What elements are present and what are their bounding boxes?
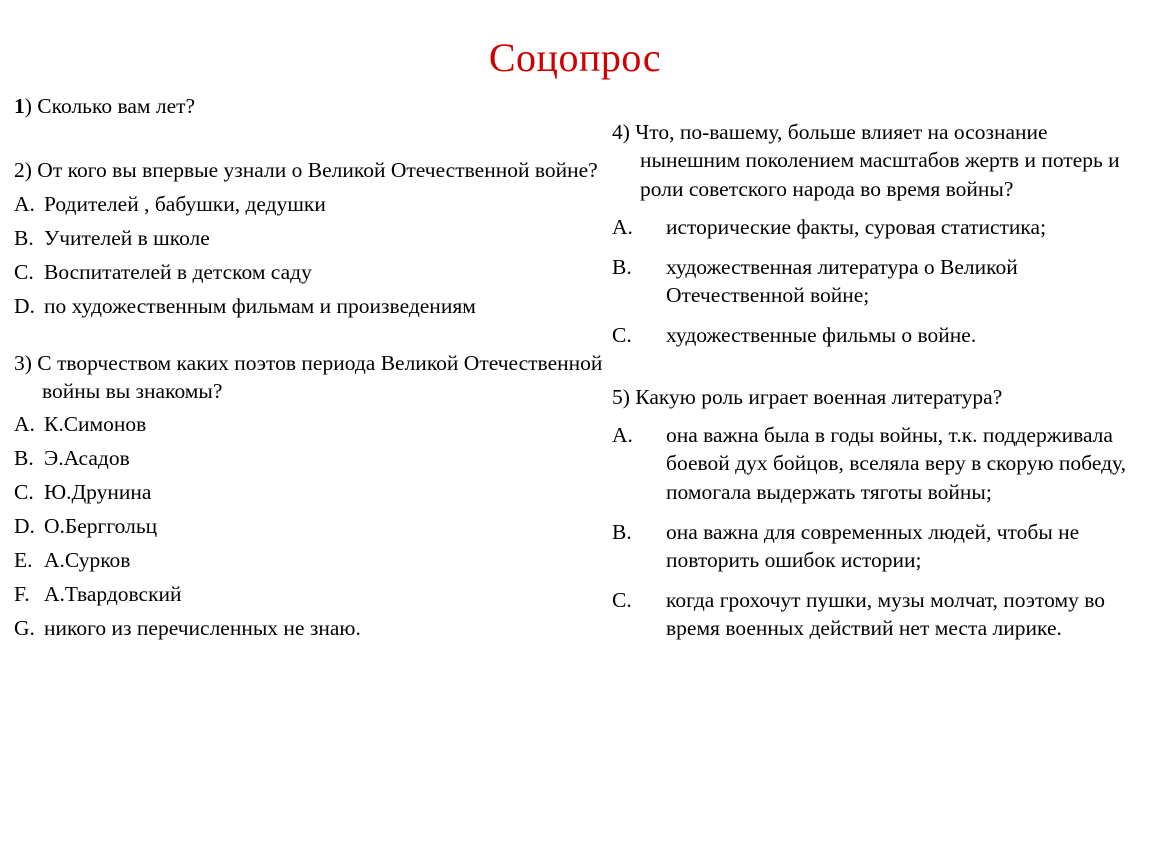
option-text: когда грохочут пушки, музы молчат, поэтому во время военных действий нет места лирике.	[666, 587, 1105, 641]
question-3-options	[14, 411, 604, 643]
list-item[interactable]	[14, 513, 604, 541]
question-5-text: Какую роль играет военная литература?	[635, 384, 1003, 409]
option-text: художественная литература о Великой Отечественной войне;	[666, 254, 1018, 308]
list-item[interactable]	[14, 547, 604, 575]
option-text: А.Твардовский	[44, 581, 182, 606]
list-item[interactable]	[14, 479, 604, 507]
question-2-text: От кого вы впервые узнали о Великой Отечественной войне?	[37, 158, 598, 183]
question-block-3	[14, 349, 604, 643]
question-4-suffix: )	[622, 120, 636, 144]
question-2	[14, 156, 604, 184]
spacer	[14, 327, 604, 349]
question-3-text: С творчеством каких поэтов периода Великой Отечественной войны вы знакомы?	[37, 350, 603, 403]
list-item[interactable]	[612, 421, 1140, 507]
option-marker: B.	[14, 225, 34, 250]
list-item[interactable]	[612, 253, 1140, 310]
question-4-number: 4	[612, 120, 623, 144]
question-block-5	[612, 383, 1140, 644]
option-text: никого из перечисленных не знаю.	[44, 615, 361, 640]
list-item[interactable]	[14, 581, 604, 609]
list-item[interactable]	[14, 445, 604, 473]
option-marker: F.	[14, 581, 30, 606]
option-marker: C.	[612, 587, 632, 612]
option-marker: C.	[14, 480, 34, 505]
question-4	[612, 118, 1140, 203]
question-4-options	[612, 213, 1140, 349]
spacer	[14, 126, 604, 156]
option-marker: E.	[14, 548, 33, 572]
list-item[interactable]	[612, 518, 1140, 575]
list-item[interactable]	[612, 321, 1140, 350]
question-3	[14, 349, 604, 406]
question-5	[612, 383, 1140, 411]
option-text: исторические факты, суровая статистика;	[666, 215, 1047, 240]
question-block-2	[14, 156, 604, 320]
option-text: по художественным фильмам и произведениям	[44, 293, 476, 318]
option-marker: G.	[14, 615, 35, 640]
question-2-options	[14, 191, 604, 321]
option-marker: C.	[14, 259, 34, 284]
list-item[interactable]	[14, 191, 604, 219]
option-marker: B.	[612, 519, 632, 544]
option-marker: A.	[612, 422, 633, 447]
option-marker: B.	[612, 254, 632, 279]
option-text: она важна была в годы войны, т.к. поддерживала боевой дух бойцов, вселяла веру в скорую победу, помогала выдержать тяготы войны;	[666, 422, 1127, 505]
question-1	[14, 92, 604, 120]
question-4-text: Что, по-вашему, больше влияет на осознание нынешним поколением масштабов жертв и потерь и роли советского народа во время войны?	[635, 120, 1120, 201]
page-title: Соцопрос	[488, 35, 662, 80]
option-text: Ю.Друнина	[44, 480, 152, 505]
question-1-text: Сколько вам лет?	[37, 94, 196, 118]
option-marker: A.	[14, 412, 35, 437]
list-item[interactable]	[14, 259, 604, 287]
list-item[interactable]	[14, 225, 604, 253]
option-text: художественные фильмы о войне.	[666, 322, 977, 347]
question-block-1	[14, 92, 604, 120]
option-marker: B.	[14, 446, 34, 471]
question-5-options	[612, 421, 1140, 643]
list-item[interactable]	[14, 411, 604, 439]
question-3-suffix: )	[24, 350, 38, 375]
option-marker: C.	[612, 322, 632, 347]
option-text: Родителей , бабушки, дедушки	[44, 191, 326, 216]
question-block-4	[612, 118, 1140, 350]
option-text: Учителей в школе	[44, 225, 210, 250]
right-column	[612, 118, 1140, 654]
spacer	[612, 361, 1140, 383]
question-2-number: 2	[14, 158, 25, 183]
question-3-number: 3	[14, 350, 25, 375]
option-marker: A.	[14, 191, 35, 216]
option-text: Э.Асадов	[44, 446, 130, 471]
question-5-number: 5	[612, 384, 623, 409]
list-item[interactable]	[14, 293, 604, 321]
option-text: О.Берггольц	[44, 514, 158, 539]
option-text: она важна для современных людей, чтобы не повторить ошибок истории;	[666, 519, 1080, 573]
question-1-suffix: )	[24, 94, 38, 118]
option-text: А.Сурков	[44, 548, 131, 572]
option-marker: D.	[14, 514, 35, 539]
question-1-number: 1	[14, 94, 25, 118]
option-marker: A.	[612, 215, 633, 240]
question-2-suffix: )	[24, 158, 38, 183]
list-item[interactable]	[14, 615, 604, 643]
list-item[interactable]	[612, 586, 1140, 643]
list-item[interactable]	[612, 213, 1140, 242]
question-5-suffix: )	[622, 384, 636, 409]
option-text: К.Симонов	[44, 412, 147, 437]
option-marker: D.	[14, 293, 35, 318]
option-text: Воспитателей в детском саду	[44, 259, 312, 284]
left-column	[14, 92, 604, 649]
